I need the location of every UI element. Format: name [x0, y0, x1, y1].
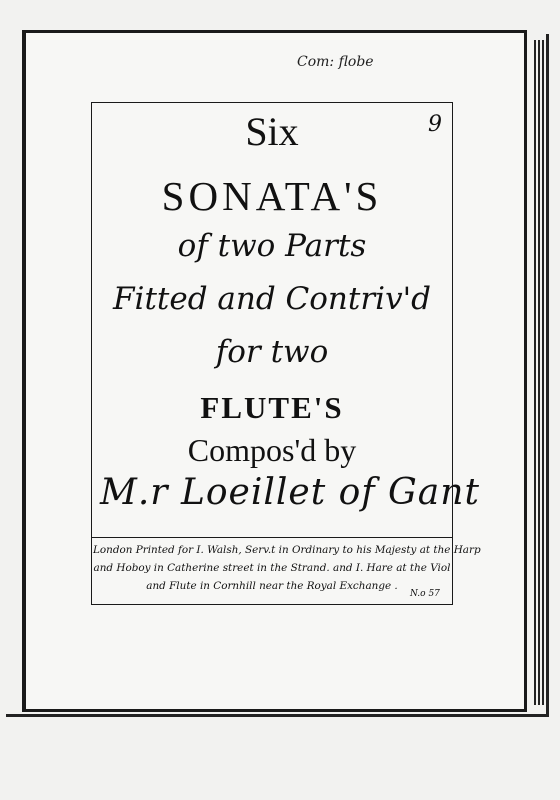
handwritten-annotation: Com: flobe [297, 54, 374, 70]
title-of-two-parts: of two Parts [177, 228, 367, 264]
title-sonatas: SONATA'S [161, 173, 383, 219]
page-stack-edge [534, 40, 536, 705]
catalog-number: N.o 57 [410, 589, 440, 599]
composer-name: M.r Loeillet of Gant [100, 472, 480, 513]
imprint-line-3: and Flute in Cornhill near the Royal Exchange . [146, 580, 398, 592]
imprint-divider [91, 537, 453, 538]
page-stack-edge [538, 40, 540, 705]
title-for-two: for two [215, 334, 329, 370]
imprint-line-2: and Hoboy in Catherine street in the Strand. and I. Hare at the Viol [93, 562, 451, 574]
title-six: Six [245, 109, 299, 154]
title-flutes: FLUTE'S [200, 390, 344, 425]
title-composed-by: Compos'd by [187, 432, 357, 468]
imprint-line-1: London Printed for I. Walsh, Serv.t in Ordinary to his Majesty at the Harp [93, 544, 481, 556]
page-stack-edge [542, 40, 544, 705]
title-fitted-contrived: Fitted and Contriv'd [113, 281, 431, 317]
page-number: 9 [428, 112, 442, 137]
